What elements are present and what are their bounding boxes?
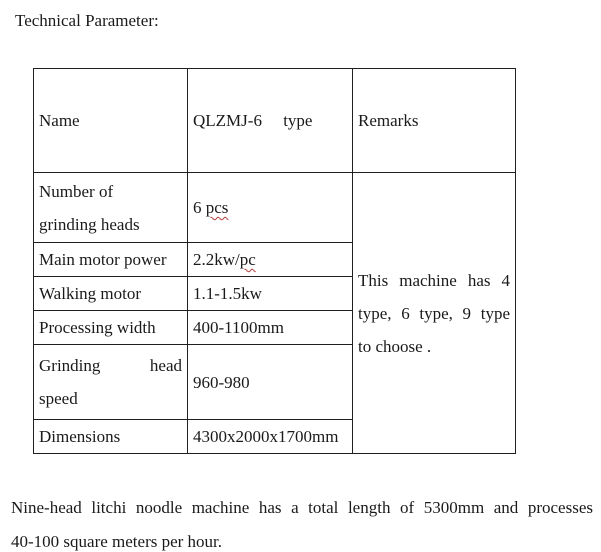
table-row-grinding-heads [34,173,516,243]
param-value-text: 1.1-1.5kw [193,284,262,303]
param-value-cell [188,277,353,311]
param-name-cell [34,345,188,420]
page-title: Technical Parameter: [15,11,159,30]
header-cell-remarks: Remarks [353,69,516,173]
param-name-line: Number of [39,181,114,201]
param-value-cell [188,173,353,243]
param-value-text: 960-980 [193,372,250,392]
param-name-line: Grinding head [39,356,182,375]
technical-parameters-table [33,68,516,454]
param-name-line: speed [39,389,78,408]
param-name-cell: Walking motor [34,277,188,311]
param-name-cell: Processing width [34,311,188,345]
param-value-text: 400-1100mm [193,318,284,337]
param-value-text: 4300x2000x1700mm [193,427,339,446]
document-page [0,11,601,552]
param-value-cell [188,345,353,420]
remarks-line: type, 6 type, 9 type [358,303,510,323]
footer-line: 40-100 square meters per hour. [11,532,223,551]
param-value-cell [188,243,353,277]
param-name-cell: Main motor power [34,243,188,277]
footer-line: Nine-head litchi noodle machine has a total length of 5300mm and processes [11,498,593,517]
param-name-cell: Dimensions [34,420,188,454]
param-name-cell [34,173,188,243]
param-value-cell [188,420,353,454]
footer-paragraph [11,491,593,552]
table-header-row [34,69,516,173]
remarks-line: to choose . [358,336,432,356]
header-cell-name: Name [34,69,188,173]
param-name-line: grinding heads [39,214,140,234]
header-cell-type: QLZMJ-6 type [188,69,353,173]
spellchecked-word: pcs [205,198,229,217]
param-value-text: 2.2kw/ [193,250,240,269]
spellchecked-word: pc [239,250,256,269]
param-value-cell [188,311,353,345]
remarks-cell [353,173,516,454]
remarks-line: This machine has 4 [358,270,510,290]
param-value-text: 6 [193,198,206,217]
